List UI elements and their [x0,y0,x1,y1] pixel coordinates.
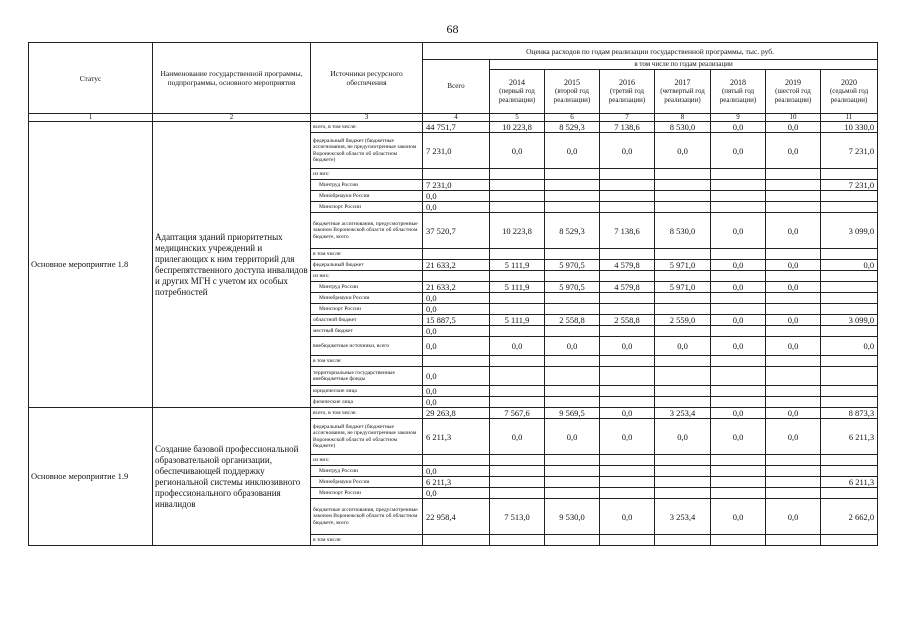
value-year [545,202,600,213]
value-year: 0,0 [655,419,711,455]
column-index: 3 [311,114,423,122]
value-year [766,249,821,260]
value-year [545,249,600,260]
value-year [821,367,878,386]
header-year-2017 [655,70,711,114]
value-year: 0,0 [766,408,821,419]
value-year [655,169,711,180]
value-total: 7 231,0 [423,180,490,191]
value-year: 5 971,0 [655,260,711,271]
funding-source: всего, в том числе: [311,122,423,133]
value-total: 22 958,4 [423,499,490,535]
header-year-label: 2016 [619,78,635,87]
value-year: 5 111,9 [490,282,545,293]
value-year [655,293,711,304]
value-total [423,169,490,180]
value-total: 6 211,3 [423,419,490,455]
value-year [490,304,545,315]
value-year [711,535,766,546]
value-year: 0,0 [545,419,600,455]
value-total: 0,0 [423,397,490,408]
value-year [655,535,711,546]
value-year [655,466,711,477]
value-year [711,326,766,337]
value-year [711,249,766,260]
value-year [655,367,711,386]
value-year: 0,0 [711,122,766,133]
value-year: 7 231,0 [821,133,878,169]
value-year [655,271,711,282]
funding-source: местный бюджет [311,326,423,337]
value-year [821,293,878,304]
block-name: Адаптация зданий приоритетных медицинских учреждений и прилегающих к ним территорий для беспрепятственного доступа инвалидов и других МГН с учетом их особых потребностей [153,122,311,408]
value-total: 0,0 [423,386,490,397]
value-year [490,367,545,386]
value-year [655,249,711,260]
value-year: 7 138,6 [600,213,655,249]
block-status: Основное мероприятие 1.9 [29,408,153,546]
funding-source: Минобрнауки России [311,191,423,202]
funding-source: федеральный бюджет (бюджетные ассигнования, не предусмотренные законом Воронежской области об областном бюджете) [311,133,423,169]
value-year [545,180,600,191]
funding-source: Минобрнауки России [311,477,423,488]
header-year-note: (шестой год реализации) [774,87,812,104]
value-year [490,488,545,499]
header-year-label: 2018 [730,78,746,87]
value-year: 0,0 [655,337,711,356]
value-year [821,488,878,499]
value-year: 5 970,5 [545,260,600,271]
value-year [711,191,766,202]
column-index: 2 [153,114,311,122]
value-year [600,304,655,315]
value-year: 10 223,8 [490,122,545,133]
value-year: 7 513,0 [490,499,545,535]
value-total: 29 263,8 [423,408,490,419]
value-year: 0,0 [711,315,766,326]
value-year: 2 559,0 [655,315,711,326]
value-year [600,169,655,180]
value-year [545,466,600,477]
value-year [821,356,878,367]
value-year [766,356,821,367]
value-year: 10 330,0 [821,122,878,133]
value-year [766,466,821,477]
value-total: 21 633,2 [423,282,490,293]
value-year [490,535,545,546]
value-total [423,455,490,466]
value-year [821,282,878,293]
value-year [490,271,545,282]
value-year: 0,0 [766,282,821,293]
value-year [600,180,655,191]
value-year: 0,0 [766,133,821,169]
value-year: 8 529,3 [545,213,600,249]
value-year [490,356,545,367]
funding-source: Минтруд России [311,466,423,477]
header-year-label: 2014 [509,78,525,87]
table-row [29,122,878,133]
value-year [766,180,821,191]
value-year [766,477,821,488]
value-year [490,169,545,180]
value-total [423,356,490,367]
value-year: 0,0 [711,499,766,535]
value-year [711,477,766,488]
value-year: 0,0 [545,337,600,356]
value-year [821,249,878,260]
value-year: 7 567,6 [490,408,545,419]
value-year [600,386,655,397]
funding-source: Минспорт России [311,304,423,315]
value-year [711,304,766,315]
value-year: 5 111,9 [490,315,545,326]
funding-source: бюджетные ассигнования, предусмотренные законом Воронежской области об областном бюджете, всего [311,213,423,249]
header-year-2016 [600,70,655,114]
header-year-2018 [711,70,766,114]
funding-source: бюджетные ассигнования, предусмотренные законом Воронежской области об областном бюджете, всего [311,499,423,535]
value-year: 0,0 [711,337,766,356]
value-year [821,397,878,408]
column-index: 4 [423,114,490,122]
header-year-note: (третий год реализации) [608,87,646,104]
value-total: 7 231,0 [423,133,490,169]
value-year [766,191,821,202]
value-total: 0,0 [423,293,490,304]
value-year: 3 253,4 [655,408,711,419]
header-year-label: 2020 [841,78,858,87]
value-year [711,271,766,282]
value-year [545,397,600,408]
value-total: 15 887,5 [423,315,490,326]
funding-source: в том числе: [311,249,423,260]
funding-source: из них: [311,169,423,180]
value-year: 0,0 [711,282,766,293]
funding-source: федеральный бюджет [311,260,423,271]
value-year [766,367,821,386]
value-year: 0,0 [600,408,655,419]
value-year [655,477,711,488]
value-year: 8 873,3 [821,408,878,419]
funding-source: из них: [311,455,423,466]
value-year [711,367,766,386]
column-index: 9 [711,114,766,122]
column-index: 8 [655,114,711,122]
value-year: 0,0 [766,499,821,535]
value-year: 0,0 [766,260,821,271]
value-total [423,535,490,546]
header-estimate: Оценка расходов по годам реализации государственной программы, тыс. руб. [423,43,878,60]
value-year [600,271,655,282]
value-year: 3 099,0 [821,213,878,249]
value-year [821,271,878,282]
value-year [545,367,600,386]
value-year [545,535,600,546]
value-year [490,202,545,213]
value-year: 9 569,5 [545,408,600,419]
value-year [711,466,766,477]
value-year [655,202,711,213]
value-total: 0,0 [423,191,490,202]
value-total: 0,0 [423,326,490,337]
funding-source: территориальные государственные внебюджетные фонды [311,367,423,386]
value-year [766,304,821,315]
value-total: 21 633,2 [423,260,490,271]
header-year-2020 [821,70,878,114]
value-year [545,326,600,337]
funding-source: в том числе: [311,535,423,546]
value-year [490,477,545,488]
budget-table [28,42,878,546]
value-year: 4 579,8 [600,260,655,271]
header-year-label: 2015 [564,78,580,87]
value-year [490,386,545,397]
value-year [711,293,766,304]
value-year [600,356,655,367]
value-year: 0,0 [766,337,821,356]
value-year [766,455,821,466]
value-total: 0,0 [423,202,490,213]
value-year [545,191,600,202]
value-year [821,191,878,202]
value-year: 2 662,0 [821,499,878,535]
value-year [821,386,878,397]
value-year [711,169,766,180]
value-year [600,367,655,386]
value-year [711,455,766,466]
header-year-note: (первый год реализации) [498,87,536,104]
value-year [545,271,600,282]
value-year: 0,0 [711,260,766,271]
value-year: 0,0 [600,337,655,356]
value-year [766,488,821,499]
funding-source: Минтруд России [311,180,423,191]
funding-source: федеральный бюджет (бюджетные ассигнования, не предусмотренные законом Воронежской области об областном бюджете) [311,419,423,455]
funding-source: из них: [311,271,423,282]
value-year [766,169,821,180]
value-year [766,326,821,337]
value-year [490,249,545,260]
value-year: 0,0 [600,133,655,169]
funding-source: в том числе: [311,356,423,367]
value-year: 2 558,8 [545,315,600,326]
value-year [821,169,878,180]
value-year [545,304,600,315]
value-year [600,249,655,260]
funding-source: внебюджетные источники, всего [311,337,423,356]
value-year [600,488,655,499]
value-year [711,356,766,367]
value-year: 0,0 [766,122,821,133]
value-year [600,466,655,477]
value-year [655,356,711,367]
value-year [766,271,821,282]
table-row [29,408,878,419]
value-year [766,293,821,304]
value-year: 5 111,9 [490,260,545,271]
value-total: 0,0 [423,466,490,477]
funding-source: областной бюджет [311,315,423,326]
header-year-2015 [545,70,600,114]
value-total: 0,0 [423,367,490,386]
value-year [600,326,655,337]
value-total: 0,0 [423,488,490,499]
value-year [655,397,711,408]
value-year [545,386,600,397]
value-year [600,535,655,546]
value-year [821,326,878,337]
value-year: 0,0 [600,419,655,455]
block-name: Создание базовой профессиональной образовательной организации, обеспечивающей поддержку региональной системы инклюзивного профессионального образования инвалидов [153,408,311,546]
header-program: Наименование государственной программы, подпрограммы, основного мероприятия [153,43,311,114]
value-year [766,535,821,546]
value-total: 37 520,7 [423,213,490,249]
value-year: 0,0 [821,260,878,271]
value-year [655,180,711,191]
value-year: 0,0 [711,133,766,169]
value-year [545,356,600,367]
value-year [545,455,600,466]
value-year: 6 211,3 [821,419,878,455]
value-year: 0,0 [766,419,821,455]
value-year [821,535,878,546]
value-year [600,293,655,304]
value-year: 0,0 [490,337,545,356]
value-year [821,202,878,213]
value-year [711,397,766,408]
value-year: 0,0 [655,133,711,169]
value-year [545,488,600,499]
value-total: 6 211,3 [423,477,490,488]
value-year [655,455,711,466]
funding-source: юридические лица [311,386,423,397]
value-year: 4 579,8 [600,282,655,293]
value-year [490,326,545,337]
value-total: 0,0 [423,304,490,315]
header-year-note: (пятый год реализации) [719,87,757,104]
value-year: 7 231,0 [821,180,878,191]
value-year [545,169,600,180]
value-year: 0,0 [821,337,878,356]
value-year: 0,0 [600,499,655,535]
column-index: 10 [766,114,821,122]
value-year: 6 211,3 [821,477,878,488]
value-year [600,202,655,213]
value-year [490,293,545,304]
header-status: Статус [29,43,153,114]
header-sources: Источники ресурсного обеспечения [311,43,423,114]
value-year: 8 529,3 [545,122,600,133]
value-year [545,477,600,488]
value-year [600,455,655,466]
value-year: 9 530,0 [545,499,600,535]
value-year: 0,0 [766,213,821,249]
value-year [490,180,545,191]
value-total: 0,0 [423,337,490,356]
column-index: 5 [490,114,545,122]
column-index: 7 [600,114,655,122]
page-number: 68 [446,22,459,36]
funding-source: Минобрнауки России [311,293,423,304]
header-total: Всего [423,60,490,114]
value-year [766,397,821,408]
value-year: 0,0 [766,315,821,326]
header-year-label: 2017 [674,78,691,87]
value-year: 5 971,0 [655,282,711,293]
value-year [655,386,711,397]
value-year: 5 970,5 [545,282,600,293]
value-year [711,488,766,499]
column-index: 11 [821,114,878,122]
value-year [655,488,711,499]
value-year: 8 530,0 [655,122,711,133]
value-year: 3 253,4 [655,499,711,535]
header-by-years: в том числе по годам реализации [490,60,878,70]
funding-source: Минспорт России [311,202,423,213]
value-year [821,455,878,466]
header-year-label: 2019 [785,78,801,87]
value-year [600,191,655,202]
header-year-note: (седьмой год реализации) [829,87,869,104]
funding-source: Минспорт России [311,488,423,499]
funding-source: всего, в том числе: [311,408,423,419]
column-index: 6 [545,114,600,122]
header-year-note: (четвертый год реализации) [660,87,705,104]
value-year [711,386,766,397]
value-year [545,293,600,304]
value-year: 8 530,0 [655,213,711,249]
value-year [766,386,821,397]
value-year: 0,0 [711,408,766,419]
value-year: 10 223,8 [490,213,545,249]
value-year [766,202,821,213]
value-year [490,397,545,408]
value-year: 3 099,0 [821,315,878,326]
value-year: 0,0 [711,213,766,249]
value-year: 0,0 [711,419,766,455]
value-year [655,326,711,337]
value-year [490,455,545,466]
block-status: Основное мероприятие 1.8 [29,122,153,408]
value-year [655,191,711,202]
value-year: 0,0 [490,419,545,455]
value-year [821,304,878,315]
value-year [490,191,545,202]
funding-source: физические лица [311,397,423,408]
value-total [423,271,490,282]
funding-source: Минтруд России [311,282,423,293]
value-year [711,180,766,191]
header-year-2014 [490,70,545,114]
column-index: 1 [29,114,153,122]
value-year [655,304,711,315]
header-year-2019 [766,70,821,114]
value-year [821,466,878,477]
value-year [711,202,766,213]
header-year-note: (второй год реализации) [553,87,591,104]
value-year [600,477,655,488]
value-total [423,249,490,260]
value-year: 7 138,6 [600,122,655,133]
value-year [490,466,545,477]
value-year [600,397,655,408]
value-year: 0,0 [545,133,600,169]
value-year: 0,0 [490,133,545,169]
value-total: 44 751,7 [423,122,490,133]
value-year: 2 558,8 [600,315,655,326]
